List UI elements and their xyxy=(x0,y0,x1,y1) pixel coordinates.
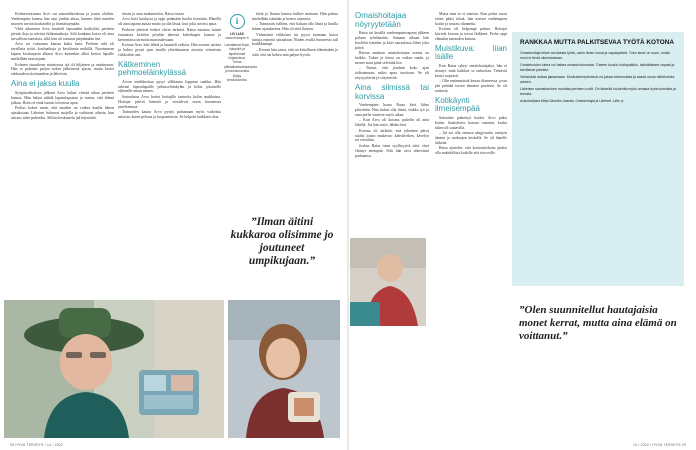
info-text: Lainattavat kirjat, lukupiirit ja tapahtumat kirjastoissa. Tietoa pitkäaikaissairauksista ja tukimuodoista löytyy verkkosivuilta. xyxy=(224,42,257,83)
aside-info-box xyxy=(512,32,684,286)
article-column-2 xyxy=(118,12,221,297)
paragraph: Sairaalan päätettyä hoidot Arvo pääsi kotiin. Saattohoito kotona onnistui, koska tukea oli saatavilla. xyxy=(435,115,507,130)
paragraph: Vielä aikuisena Arvo muisteli lapsuuden kotikylää, perheen pieniä iloja ja talvisia hiihtomatkoja. Silti kaukana kotoa oli aina turvallisen tuntuista, sillä hän oli tottunut pärjäämään itse. xyxy=(11,27,114,42)
paragraph: – Olin ensimmäistä kertaa tilanteessa, jossa piti päättää toisen ihmisen puolesta. Se oli raskasta. xyxy=(435,79,507,93)
photo-man-svg xyxy=(4,300,224,438)
info-logo-icon: i xyxy=(230,14,245,29)
paragraph: Kotona oli tärkeää, että jokainen päivä sisälsi jotain mukavaa: kahvihetken, kävelyn tai vierailun. xyxy=(355,128,429,143)
aside-paragraph: Omaishoidon tukea voi hakea omasta kunnasta. Tukeen kuuluu hoitopalkkio, lakisääteiset vapaat ja tarvittavat palvelut. xyxy=(520,63,675,72)
paragraph: Mutta aina se ei onnistu. Kun poika vuosi sitten pääsi töistä, hän asettui vanhempien kotiin ja seurasi tilannetta. xyxy=(435,12,507,26)
info-site: www.example.fi xyxy=(225,36,249,41)
paragraph: Potilas kokee usein, että muiden on vaikea kuulla hänen ajatuksiaan. Läheiset haluavat suojella ja vaihtavat aihetta, kun sairaus tulee puheeksi. Silloin keskustelu jää käymättä. xyxy=(11,106,114,120)
paragraph: Viimeisinä viikkoina isä pyysi tuomaan kotoa tuttuja esineitä sairaalaan. Niiden avulla huoneesta tuli kodikkaampi. xyxy=(252,32,338,47)
info-box xyxy=(224,14,257,83)
paragraph: Kolmen sisaruksen muistoissa isä oli hiljainen ja vaatimaton. Hän ei puhunut paljon sodan jälkeisestä ajasta, mutta kertoi rakkaudesta kotimaahan ja läheisiin. xyxy=(11,62,114,77)
left-page xyxy=(0,0,347,450)
article-column-5 xyxy=(435,12,507,442)
paragraph: Sairaalassa Arvo kertoi hoitajille tarinoita kylän asukkaista. Hoitajat pitivät hänestä ja vierailivat usein huoneessa juttelemassa. xyxy=(118,94,221,109)
article-column-4 xyxy=(355,12,429,442)
paragraph: Arvon mielikuvitus pysyi vilkkaana loppuun saakka. Hän rakensi lapsenlapsille pehmoeläinkylän ja keksi jokaiselle eläimelle oman nimen. xyxy=(118,79,221,94)
paragraph: Joskus Raisa tunsi syyllisyyttä siitä, ettei ehtinyt enempää. Silti hän tiesi tekevänsä parhaansa. xyxy=(355,143,429,158)
subheading: Kotikäynti ilmeisempää xyxy=(435,95,480,114)
paragraph: Raisan mukaan omaishoitajan asema on heikko. Tukea ja tietoa on vaikea saada, ja monet asiat pitää selvittää itse. xyxy=(355,51,429,65)
paragraph: Raisa sai kesällä vanhempainvapaan jälkeen paluun työelämään. Samaan aikaan hän huolehti isästään ja kävi sairaalassa lähes joka päivä. xyxy=(355,31,429,50)
article-column-3 xyxy=(252,12,338,162)
info-name: LIV LIAS xyxy=(230,32,244,36)
paragraph: tävät ja Ilonan kanssa kulkee mukana. Hän puhuu mielellään isästään ja kertoo tarinoita. xyxy=(252,12,338,21)
photo-woman-portrait xyxy=(228,300,340,438)
photo-woman-svg xyxy=(228,300,340,438)
subheading: Kätkeminen pehmoeläinkylässä xyxy=(118,59,187,78)
paragraph: Perheen yhteiset hetket olivat tärkeitä. Raisa muistaa isänsä istumassa keittiön pöydän ääressä kahvikupin kanssa ja kertomassa tarinoita nuoruudestaan. xyxy=(118,27,221,42)
aside-title: RANKKAA MUTTA PALKITSEVAA TYÖTÄ KOTONA xyxy=(520,39,674,46)
paragraph: – Tuntui, että jouduin koko ajan todistamaan, miksi apua tarvitaan. Se oli nöyryyttävää ja väsyttävää. xyxy=(355,66,429,81)
pull-quote: ”Olen suunnitellut hautajaisia monet kerrat, mutta aina elämä on voittanut.” xyxy=(519,304,677,342)
photo-man-with-hat xyxy=(4,300,224,438)
paragraph: Syöpätodetuksen jälkeen Arvo halusi viettää aikaa perheen kanssa. Hän halusi nähdä lapsenlapsiaan ja tuntea, että elämä jatkuu. Hoito ei enää tuonut toivottua apua. xyxy=(11,90,114,105)
page-footer-right: 14 / 2022 / HYVÄ TERVEYS 29 xyxy=(633,443,686,447)
photo-room-svg xyxy=(350,238,426,326)
aside-paragraph: Omaishoitaja tekee arvokasta työtä, usein ilman lomia ja vapaapäiviä. Tuen tarve on suuri, mutta moni ei tiedä oikeuksistaan. xyxy=(520,51,670,60)
paragraph: Arvo sai vaimonsa kanssa kaksi lasta. Perheen arki oli tavallista työtä, kouluaikoja ja kesälomia mökillä. Nuorimman lapsen kouluajasta alkaen Arvo kuitenkin alkoi kertoa lapsille mielellään muistojaan. xyxy=(11,42,114,62)
paragraph: – Kerran hän sanoi, että on kiitollinen elämästään ja siitä, että sai kokea niin paljon hyvää. xyxy=(252,47,338,57)
pull-quote: ”Ilman äitini kukkaroa olisimme jo joutuneet umpikujaan.” xyxy=(230,216,334,267)
paragraph: Arvo kävi koulussa ja oppi pitämään huolta itsestään. Hänellä oli aina tapana auttaa muita ja olla läsnä, kun joku tarvitsi apua. xyxy=(118,17,221,27)
subheading: Muistikuva: liian isälle xyxy=(435,43,507,62)
paragraph: Tarinoiden kautta Arvo pystyi puhumaan myös vaikeista asioista, kuten pelosta ja luopumisesta. Se helpotti kaikkien oloa. xyxy=(118,110,221,119)
aside-paragraph: Läheisen sairastuminen muuttaa perheen roolit. On tärkeää huolehtia myös omasta hyvinvoinnista ja levosta. xyxy=(520,87,676,96)
aside-credit: Asiantuntijana Meija Salaniko-Vaarala, Omaishoitajat ja Läheiset -Liitto ry xyxy=(520,99,624,104)
paragraph: Kun Raisa ryhtyi omaishoitajaksi, hän ei tiennyt, mitä kaikkea se tarkoittaa. Tehtäviä kertyi nopeasti. xyxy=(435,63,507,78)
paragraph: Kotona Arvo luki lehtiä ja kuunteli radiota. Hän seurasi uutisia ja halusi pysyä ajan tasalla yhteiskunnan asioista viimeisiin viikkoihin asti. xyxy=(118,42,221,57)
paragraph: Raisa ajattelee, että kotisaattohoito pitäisi olla mahdollista kaikille sitä toivoville. xyxy=(435,146,507,156)
paragraph: Kolmevuotiaana Arvo sai sairaalahoidossa ja joutui oloihin. Vanhempien kanssa hän asui jonkin aikaa, kunnes lähti muiden nuorten tavoin koulutielle ja itsenäistymään. xyxy=(11,12,114,26)
aside-body xyxy=(520,51,676,104)
right-page xyxy=(349,0,696,450)
subheading: Aina silmissä tai korvissa xyxy=(355,83,429,101)
page-footer-left: 28 HYVÄ TERVEYS / 14 / 2022 xyxy=(10,443,63,447)
article-column-1 xyxy=(11,12,114,297)
paragraph: Kotona oli helpompi puhua. Hoitajat kävivät kotona ja toivat lääkkeet. Perhe oppi elämään sairauden kanssa. xyxy=(435,27,507,42)
paragraph: Vanhempien luona Raisa kävi lähes päivittäin. Hän halusi olla läsnä, vaikka työ ja oma perhe vaativat myös aikaa. xyxy=(355,103,429,117)
paragraph: – Tunnustin isälleni, että haluan olla läsnä ja kuulla hänen ajatuksensa. Hän oli siitä iloinen. xyxy=(252,22,338,32)
paragraph: – Kun Arvo oli kotona, puhelin oli aina lähellä. Jos hän soitti, lähdin heti. xyxy=(355,118,429,128)
photo-woman-in-room xyxy=(350,238,426,326)
paragraph: räisen ja oma mukanaolon, Raisa toteaa. xyxy=(122,12,185,16)
aside-paragraph: Vertaistuki auttaa jaksamaan. Keskusteluryhmissä voi jakaa kokemuksia ja saada uusia näkökulmia arkeen. xyxy=(520,75,675,84)
paragraph: – Isä sai olla omassa sängyssään, tuttujen äänien ja tuoksujen keskellä. Se oli hänelle tärkeää. xyxy=(435,131,507,145)
subheading: Aina ei jaksa kuulla xyxy=(11,79,80,89)
subheading: Omaishoitajaa nöyryytetään xyxy=(355,12,407,29)
